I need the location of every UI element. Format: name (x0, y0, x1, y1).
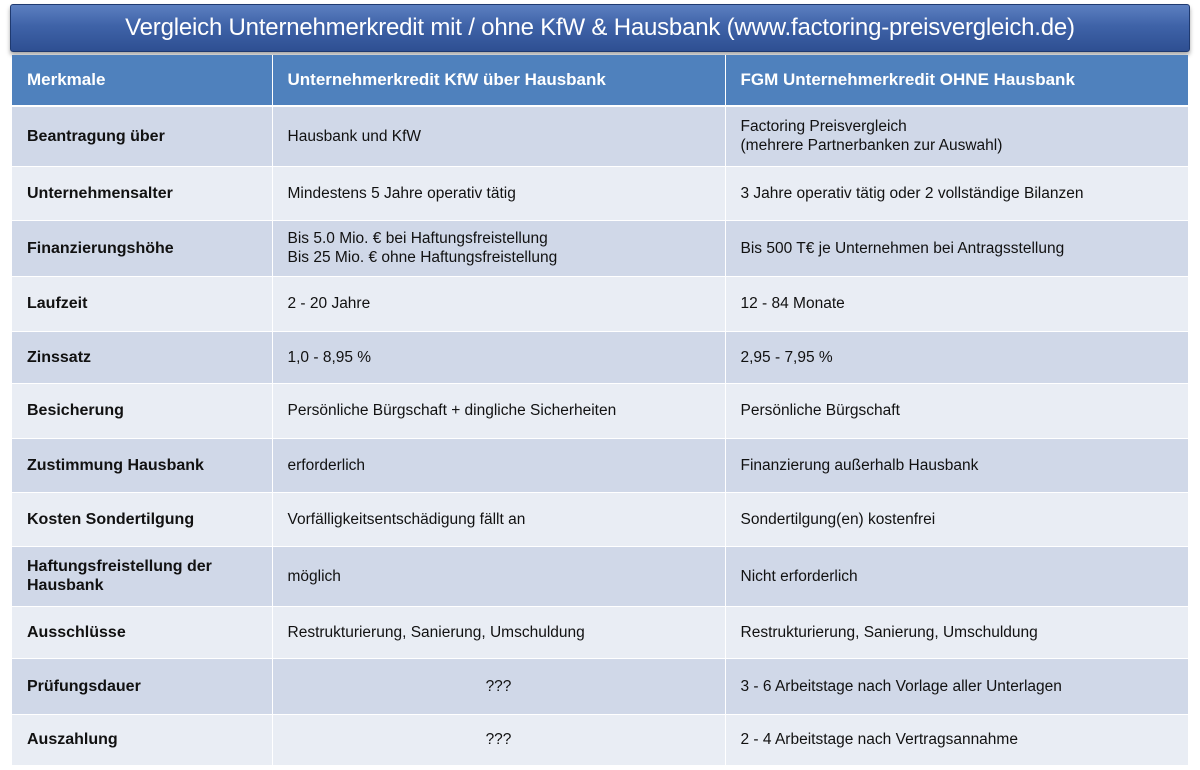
row-label: Prüfungsdauer (12, 658, 272, 714)
row-label: Auszahlung (12, 714, 272, 765)
table-row (12, 166, 1188, 220)
fgm-cell (725, 106, 1188, 166)
kfw-cell-line: Restrukturierung, Sanierung, Umschuldung (287, 623, 585, 641)
fgm-cell-line: 3 - 6 Arbeitstage nach Vorlage aller Unterlagen (740, 677, 1062, 695)
kfw-cell (272, 383, 725, 438)
kfw-cell (272, 331, 725, 383)
table-row (12, 331, 1188, 383)
kfw-cell (272, 492, 725, 546)
column-header-kfw: Unternehmerkredit KfW über Hausbank (272, 55, 725, 106)
fgm-cell (725, 714, 1188, 765)
row-label: Unternehmensalter (12, 166, 272, 220)
table-row (12, 106, 1188, 166)
kfw-cell-line: erforderlich (287, 456, 366, 474)
kfw-cell (272, 714, 725, 765)
row-label: Zinssatz (12, 331, 272, 383)
fgm-cell-line: 2 - 4 Arbeitstage nach Vertragsannahme (740, 731, 1018, 748)
table-row (12, 276, 1188, 331)
kfw-cell-line: Mindestens 5 Jahre operativ tätig (287, 184, 516, 202)
fgm-cell (725, 492, 1188, 546)
table-row (12, 658, 1188, 714)
fgm-cell (725, 438, 1188, 492)
table-row (12, 714, 1188, 765)
kfw-cell (272, 106, 725, 166)
fgm-cell (725, 276, 1188, 331)
table-row (12, 383, 1188, 438)
fgm-cell-line: Restrukturierung, Sanierung, Umschuldung (740, 623, 1038, 641)
table-header-row (12, 55, 1188, 106)
row-label: Laufzeit (12, 276, 272, 331)
fgm-cell-line: 2,95 - 7,95 % (740, 348, 833, 366)
kfw-cell (272, 658, 725, 714)
column-header-merkmale: Merkmale (12, 55, 272, 106)
kfw-cell-line: Vorfälligkeitsentschädigung fällt an (287, 510, 526, 528)
kfw-cell (272, 438, 725, 492)
table-row (12, 606, 1188, 658)
page-title-banner (10, 4, 1190, 52)
fgm-cell-line: 12 - 84 Monate (740, 295, 845, 312)
fgm-cell-line: (mehrere Partnerbanken zur Auswahl) (740, 137, 1003, 155)
kfw-cell-line: Bis 5.0 Mio. € bei Haftungsfreistellung (287, 230, 548, 247)
fgm-cell-line: Sondertilgung(en) kostenfrei (740, 510, 936, 528)
kfw-cell (272, 220, 725, 276)
fgm-cell (725, 383, 1188, 438)
fgm-cell-line: Persönliche Bürgschaft (740, 402, 900, 419)
table-row (12, 220, 1188, 276)
fgm-cell-line: Finanzierung außerhalb Hausbank (740, 456, 979, 474)
fgm-cell (725, 220, 1188, 276)
row-label: Finanzierungshöhe (12, 220, 272, 276)
fgm-cell (725, 606, 1188, 658)
table-row (12, 492, 1188, 546)
row-label: Zustimmung Hausbank (12, 438, 272, 492)
kfw-cell-line: 2 - 20 Jahre (287, 295, 371, 312)
fgm-cell (725, 166, 1188, 220)
kfw-cell-line: Hausbank und KfW (287, 127, 422, 145)
fgm-cell-line: Factoring Preisvergleich (740, 118, 907, 136)
kfw-cell-line: möglich (287, 567, 341, 585)
kfw-cell-line: Bis 25 Mio. € ohne Haftungsfreistellung (287, 249, 558, 266)
column-header-fgm: FGM Unternehmerkredit OHNE Hausbank (725, 55, 1188, 106)
row-label: Besicherung (12, 383, 272, 438)
kfw-cell (272, 606, 725, 658)
fgm-cell (725, 546, 1188, 606)
kfw-cell-line: ??? (485, 677, 512, 695)
comparison-table (12, 55, 1188, 766)
kfw-cell-line: Persönliche Bürgschaft + dingliche Sicherheiten (287, 402, 617, 419)
kfw-cell (272, 276, 725, 331)
table-row (12, 546, 1188, 606)
kfw-cell-line: ??? (485, 731, 512, 748)
kfw-cell-line: 1,0 - 8,95 % (287, 348, 372, 366)
kfw-cell (272, 546, 725, 606)
table-row (12, 438, 1188, 492)
row-label: Ausschlüsse (12, 606, 272, 658)
row-label: Kosten Sondertilgung (12, 492, 272, 546)
row-label: Beantragung über (12, 106, 272, 166)
page-title: Vergleich Unternehmerkredit mit / ohne KfW & Hausbank (www.factoring-preisvergleich.de) (125, 14, 1075, 41)
fgm-cell-line: Nicht erforderlich (740, 567, 858, 585)
fgm-cell-line: 3 Jahre operativ tätig oder 2 vollständige Bilanzen (740, 184, 1084, 202)
row-label: Haftungsfreistellung der Hausbank (12, 546, 272, 606)
fgm-cell (725, 331, 1188, 383)
kfw-cell (272, 166, 725, 220)
fgm-cell (725, 658, 1188, 714)
fgm-cell-line: Bis 500 T€ je Unternehmen bei Antragsstellung (740, 239, 1065, 257)
